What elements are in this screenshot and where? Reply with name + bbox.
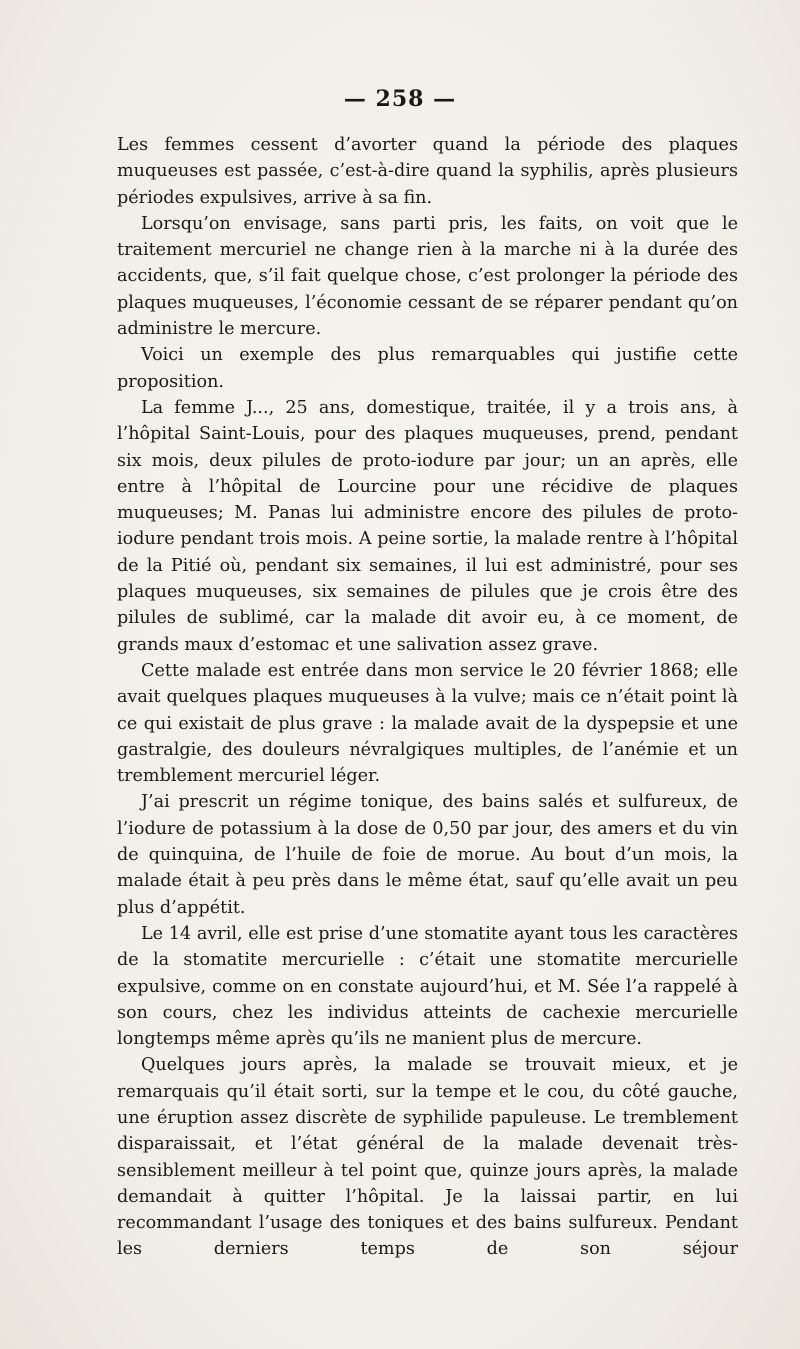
body-text [117,132,738,1263]
paragraph-1: Les femmes cessent d’avorter quand la période des plaques muqueuses est passée, c’est-à-dire quand la syphilis, après plusieurs périodes expulsives, arrive à sa fin. [117,135,738,208]
page-number: — 258 — [343,86,457,112]
paragraph-4: La femme J..., 25 ans, domestique, traitée, il y a trois ans, à l’hôpital Saint-Louis, pour des plaques muqueuses, prend, pendant six mois, deux pilules de proto-iodure par jour; un an après, elle entre à l’hôpital de Lourcine pour une récidive de plaques muqueuses; M. Panas lui administre encore des pilules de proto-iodure pendant trois mois. A peine sortie, la malade rentre à l’hôpital de la Pitié où, pendant six semaines, il lui est administré, pour ses plaques muqueuses, six semaines de pilules que je crois être des pilules de sublimé, car la malade dit avoir eu, à ce moment, de grands maux d’estomac et une salivation assez grave. [117,397,738,655]
paragraph-8: Quelques jours après, la malade se trouvait mieux, et je remarquais qu’il était sorti, sur la tempe et le cou, du côté gauche, une éruption assez discrète de syphilide papuleuse. Le tremblement disparaissait, et l’état général de la malade devenait très-sensiblement meilleur à tel point que, quinze jours après, la malade demandait à quitter l’hôpital. Je la laissai partir, en lui recommandant l’usage des toniques et des bains sulfureux. Pendant les derniers temps de son séjour [117,1055,738,1260]
paragraph-7: Le 14 avril, elle est prise d’une stomatite ayant tous les caractères de la stomatite mercurielle : c’était une stomatite mercurielle expulsive, comme on en constate aujourd’hui, et M. Sée l’a rappelé à son cours, chez les individus atteints de cachexie mercurielle longtemps même après qu’ils ne manient plus de mercure. [117,923,738,1050]
paragraph-6: J’ai prescrit un régime tonique, des bains salés et sulfureux, de l’iodure de potassium à la dose de 0,50 par jour, des amers et du vin de quinquina, de l’huile de foie de morue. Au bout d’un mois, la malade était à peu près dans le même état, sauf qu’elle avait un peu plus d’appétit. [117,792,738,918]
paragraph-5: Cette malade est entrée dans mon service le 20 février 1868; elle avait quelques plaques muqueuses à la vulve; mais ce n’était point là ce qui existait de plus grave : la malade avait de la dyspepsie et une gastralgie, des douleurs névralgiques multiples, de l’anémie et un tremblement mercuriel léger. [117,660,738,787]
paragraph-2: Lorsqu’on envisage, sans parti pris, les faits, on voit que le traitement mercuriel ne change rien à la marche ni à la durée des accidents, que, s’il fait quelque chose, c’est prolonger la période des plaques muqueuses, l’économie cessant de se réparer pendant qu’on administre le mercure. [117,213,738,340]
paragraph-3: Voici un exemple des plus remarquables qui justifie cette proposition. [117,345,738,392]
